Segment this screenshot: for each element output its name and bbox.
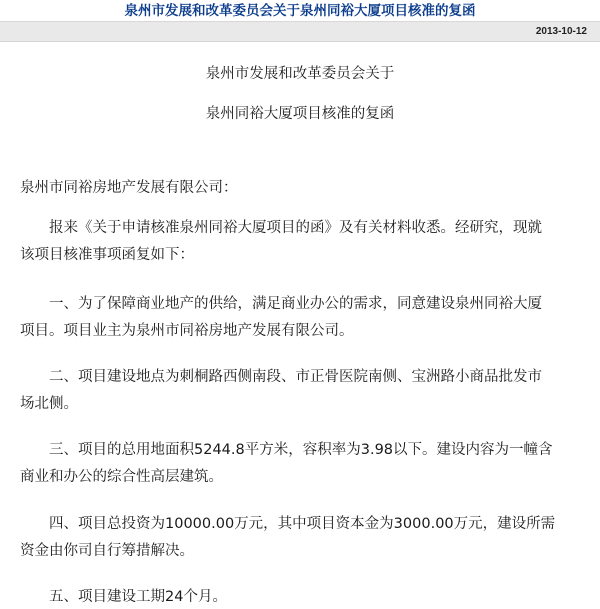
paragraph	[20, 215, 588, 269]
paragraph-line: 项目。项目业主为泉州市同裕房地产发展有限公司。	[20, 323, 354, 339]
paragraph-line: 商业和办公的综合性高层建筑。	[20, 469, 223, 485]
paragraph-line: 二、项目建设地点为刺桐路西侧南段、市正骨医院南侧、宝洲路小商品批发市	[20, 369, 542, 385]
header-title-bar	[0, 0, 600, 22]
paragraph	[20, 511, 588, 565]
paragraph-line: 该项目核准事项函复如下：	[20, 247, 194, 263]
paragraph	[20, 437, 588, 491]
paragraph-line: 三、项目的总用地面积5244.8平方米，容积率为3.98以下。建设内容为一幢含	[20, 442, 553, 458]
paragraph-line: 报来《关于申请核准泉州同裕大厦项目的函》及有关材料收悉。经研究，现就	[20, 220, 542, 236]
paragraph-line: 四、项目总投资为10000.00万元，其中项目资本金为3000.00万元，建设所需	[20, 516, 556, 532]
paragraph	[20, 291, 588, 345]
salutation: 泉州市同裕房地产发展有限公司：	[20, 180, 238, 196]
paragraph-line: 资金由你司自行筹措解决。	[20, 543, 194, 559]
date-bar	[0, 22, 600, 42]
document-heading-line-2: 泉州同裕大厦项目核准的复函	[205, 106, 395, 122]
paragraph-line: 一、为了保障商业地产的供给，满足商业办公的需求，同意建设泉州同裕大厦	[20, 296, 542, 312]
document-heading-line-1: 泉州市发展和改革委员会关于	[205, 66, 395, 82]
publish-date: 2013-10-12	[535, 26, 587, 37]
paragraph	[20, 364, 588, 418]
paragraph-line: 五、项目建设工期24个月。	[20, 589, 227, 605]
page-title: 泉州市发展和改革委员会关于泉州同裕大厦项目核准的复函	[124, 3, 476, 19]
paragraph	[20, 584, 588, 609]
paragraph-line: 场北侧。	[20, 396, 78, 412]
